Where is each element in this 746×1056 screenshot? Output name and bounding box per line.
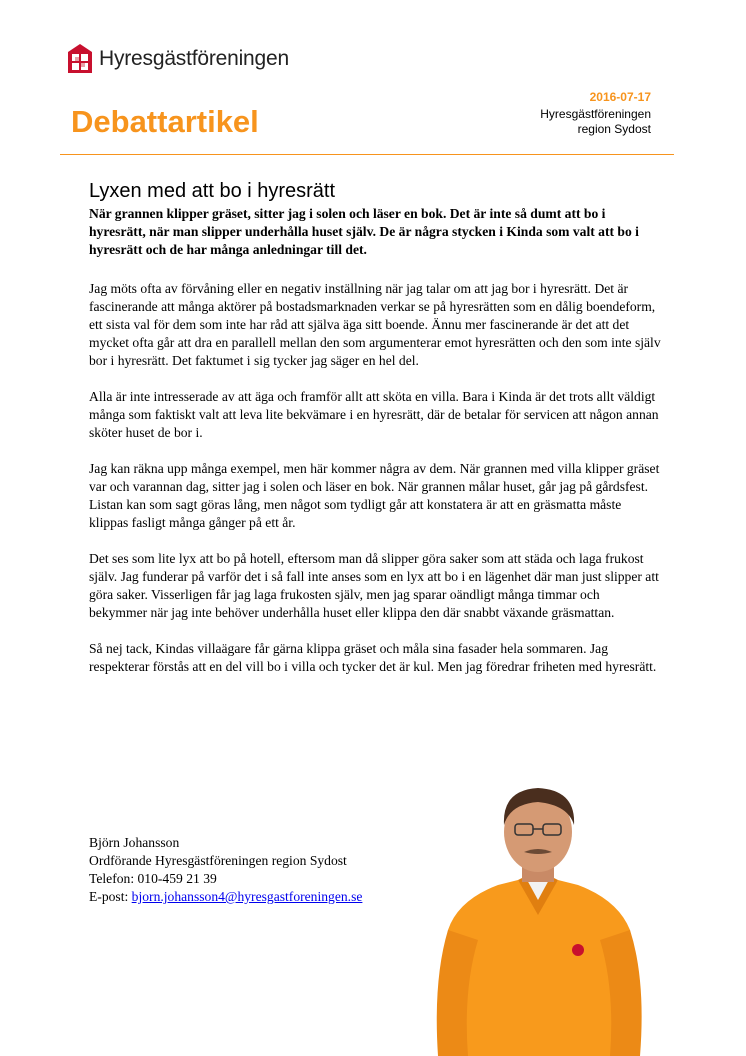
author-signature [89, 834, 362, 906]
organization-name: Hyresgästföreningen [540, 107, 651, 121]
email-label: E-post: [89, 889, 132, 904]
publish-date: 2016-07-17 [589, 90, 651, 104]
article-lead: När grannen klipper gräset, sitter jag i solen och läser en bok. Det är inte så dumt att bo i hyresrätt, när man slipper underhålla huset själv. De är några stycken i Kinda som valt att bo i hyresrätt och de har många anledningar till det. [89, 206, 639, 257]
house-logo-icon [67, 43, 93, 75]
article-headline: Lyxen med att bo i hyresrätt [89, 180, 336, 202]
brand-logo [67, 43, 289, 75]
article-paragraph: Jag kan räkna upp många exempel, men här kommer några av dem. När grannen med villa klipper gräset var och varannan dag, sitter jag i solen och läser en bok. När grannen målar huset, går jag på gårdsfest. Listan kan som sagt göras lång, men något som tydligt går att konstatera är att en gräsmatta måste klippas fasligt många gånger på ett år. [89, 461, 660, 530]
author-email-link[interactable]: bjorn.johansson4@hyresgastforeningen.se [131, 889, 363, 904]
header-divider [60, 154, 674, 155]
logo-text: Hyresgästföreningen [99, 47, 289, 70]
author-name: Björn Johansson [89, 835, 180, 850]
author-email-line [89, 888, 362, 906]
document-meta [540, 90, 651, 137]
article-paragraph: Det ses som lite lyx att bo på hotell, eftersom man då slipper göra saker som att städa och laga frukost själv. Jag funderar på varför det i så fall inte anses som en lyx att bo i en lägenhet där man just slipper att göra saker. Visserligen får jag laga frukosten själv, men jag sparar oändligt många timmar och bekymmer när jag inte behöver underhålla huset eller klippa den där snabbt växande gräsmattan. [89, 551, 659, 620]
article-paragraph: Jag möts ofta av förvåning eller en negativ inställning när jag talar om att jag bor i hyresrätt. Det är fascinerande att många aktörer på bostadsmarknaden verkar se på hyresrätten som en dålig boendeform, ett sista val för dem som inte har råd att själva äga sitt boende. Ännu mer fascinerande är det att det mycket ofta går att dra en parallell mellan den som argumenterar emot hyresrätten och den som inte själv bor i hyresrätt. Det faktumet i sig tycker jag säger en hel del. [89, 281, 661, 368]
article-paragraph: Alla är inte intresserade av att äga och framför allt att sköta en villa. Bara i Kinda är det trots allt väldigt många som faktiskt valt att leva lite bekvämare i en hyresrätt, där de betalar för servicen att någon annan sköter huset de bor i. [89, 389, 659, 440]
article-body [89, 180, 661, 676]
organization-region: region Sydost [577, 122, 651, 136]
author-phone: Telefon: 010-459 21 39 [89, 871, 217, 886]
author-title: Ordförande Hyresgästföreningen region Sydost [89, 853, 347, 868]
document-type-title: Debattartikel [71, 104, 259, 139]
article-paragraph: Så nej tack, Kindas villaägare får gärna klippa gräset och måla sina fasader hela sommaren. Jag respekterar förstås att en del vill bo i villa och tycker det är kul. Men jag föredrar friheten med hyresrätt. [89, 641, 657, 674]
author-portrait [418, 780, 656, 1056]
